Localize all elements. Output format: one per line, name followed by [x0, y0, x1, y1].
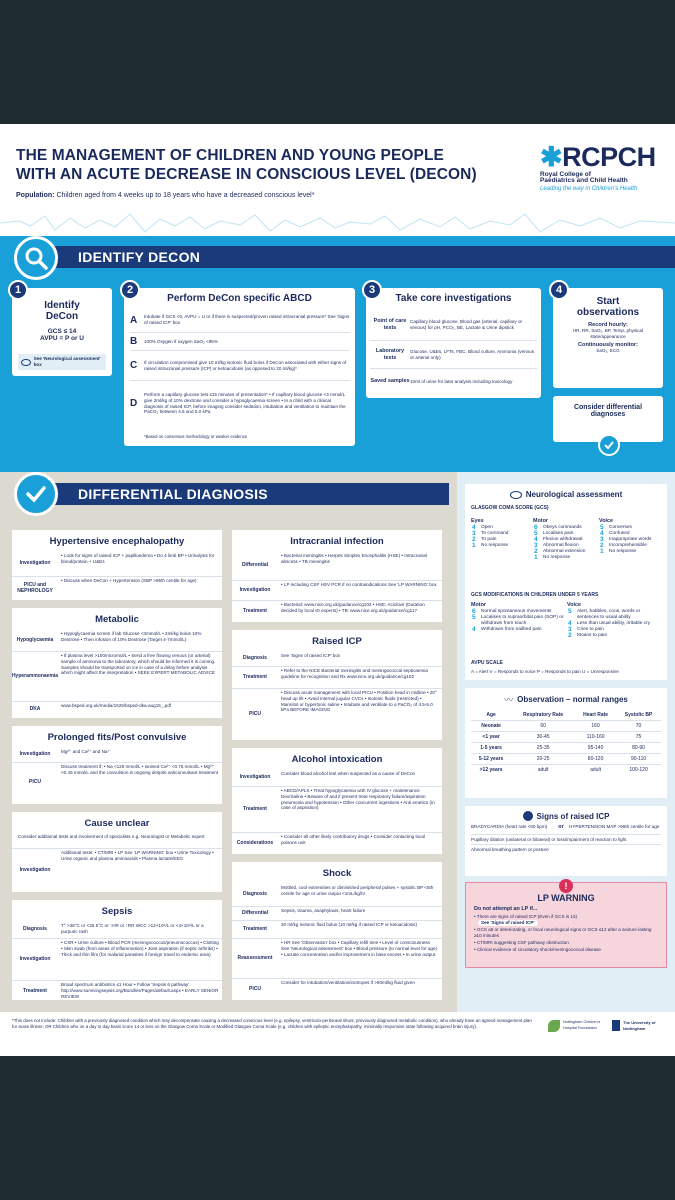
- gcs-grid: [471, 518, 663, 561]
- obs-cell: 90-110: [630, 756, 647, 762]
- step-number-4: 4: [549, 280, 569, 300]
- gcs-row: [471, 543, 509, 549]
- investigation-row: Laboratory tests Glucose, U&Es, LFTs, FBC, Blood culture, Ammonia (venous or arterial only): [370, 340, 537, 368]
- gcs-score: 3: [472, 529, 476, 537]
- gcs-row: [567, 609, 663, 621]
- observation-table: [471, 710, 661, 775]
- gcs-response: Converses: [609, 524, 632, 530]
- gcs-score: 4: [534, 535, 538, 543]
- check-icon: [598, 434, 620, 456]
- gcs-response: Localises pain: [543, 530, 574, 536]
- obs-cell: 70: [635, 723, 642, 729]
- step-number-2: 2: [120, 280, 140, 300]
- obs-cell: >12 years: [479, 767, 503, 773]
- gcs-voice: Voice 5 Converses 4 Confused 3 Inappropriate words 2 Incomprehensible 1 No response: [599, 518, 652, 555]
- obs-cell: 80-120: [587, 756, 604, 762]
- magnifier-icon: [14, 236, 58, 280]
- gcs-score: 2: [600, 541, 604, 549]
- obs-row: [471, 721, 661, 732]
- gcs-response: Less than usual ability, irritable cry: [577, 620, 650, 626]
- hypertensive-card: Hypertensive encephalopathy Investigation • Look for signs of raised ICP + papilloedema • Do 4 limb BP • Urinalysis for blood/protein + U&Es PICU and NEPHROLOGY • Discuss when DeCon + Hypertension (SBP >95th centile for age): [12, 530, 222, 600]
- population: Population: Children aged from 4 weeks up to 18 years who have a decreased conscious level*: [16, 192, 315, 199]
- obs-cell: 30-45: [536, 734, 550, 740]
- obs-cell: 80-90: [632, 745, 645, 751]
- differential-section: [0, 472, 675, 1012]
- gcs-row: [471, 627, 567, 633]
- shock-card: Shock Diagnosis Mottled, cool extremities or diminished peripheral pulses + systolic BP <5th centile for age or urine output <1mL/kg/hr Differential Sepsis, trauma, anaphylaxis, heart failure Treatment 20 ml/kg isotonic fluid bolus (10 ml/kg if raised ICP or ketoacidosis) Reassessment • HR See 'Observation' box • Capillary refill time • Level of consciousness See 'Neurological assessment' box • Blood pressure (to normal level for age) • Lactate concentration and/or improvement in base excess • In urine output PICU Consider for intubation/ventilation/inotropes if >60ml/kg fluid given: [232, 862, 442, 1000]
- gcs-response: Incomprehensible: [609, 542, 647, 548]
- obs-header: Heart Rate: [583, 712, 609, 718]
- obs-cell: 60: [540, 723, 546, 729]
- gcs-score: 6: [472, 607, 476, 615]
- alcohol-card: Alcohol intoxication Investigation Consider blood alcohol test when suspected as a cause of DeCon Treatment • ABCD/APLS • Treat hypoglycaemia with IV glucose + maintenance Dex/Saline • Beware of and if present treat respiratory failure/aspiration pneumonia and hypotension • Other concurrent ingestions • Anti emetics (in case of aspiration) Considerations • Consider all other likely contributory drugs • Consider contacting local poisons unit: [232, 748, 442, 854]
- neuro-assessment-box: Neurological assessment GLASGOW COMA SCORE (GCS) Eyes 4 Open 3 To command 2 To pain 1 No response Motor 6 Obeys commands 5 Localises pain 4 Flexion withdrawal 3 Abnormal flexion 2 Abnormal extension 1 No response Voice 5 Converses 4 Confused 3 Inappropriate words 2 Incomprehensible 1 No response GCS MODIFICATIONS IN CHILDREN UNDER 5 YEARS Motor 6 Normal spontaneous movements 5 Localises to supraorbital pain (SOP) or withdraws from touch 4 Withdraws from nailbed pain Voice 5 Alert, babbles, coos, words or sentences to usual ability 4 Less than usual ability, irritable cry 3 Cries to pain 2 Moans to pain AVPU SCALE A = Alert V = Responds to voice P = Responds to pain U = Unresponsive: [465, 484, 667, 680]
- footer: [0, 1012, 675, 1056]
- abcd-row: C If circulation compromised give 10 ml/kg isotonic fluid bolus if DeCon associated with either signs of raised intracranial pressure (ICP) or ketoacidosis (as opposed to 20 ml/kg)*: [130, 350, 350, 380]
- obs-cell: 25-35: [536, 745, 550, 751]
- consider-differential-card: Consider differential diagnoses: [553, 396, 663, 442]
- poster-header: [0, 124, 675, 236]
- step-number-3: 3: [362, 280, 382, 300]
- step-investigations-card: Take core investigations Point of care tests Capillary blood glucose, Blood gas (arterial, capillary or venous) for pH, PCO₂, BE, Lactate & Urine dipstick Laboratory tests Glucose, U&Es, LFTs, FBC, Blood culture, Ammonia (venous or arterial only) Saved samples 10ml of urine for later analysis including toxicology: [366, 288, 541, 398]
- checkmark-icon: [14, 472, 58, 516]
- gcs-response: Withdraws from nailbed pain: [481, 626, 542, 632]
- obs-cell: Neonate: [481, 723, 501, 729]
- rcpch-logo: ✱RCPCH Royal College of Paediatrics and Child Health Leading the way in Children's Health: [540, 142, 656, 192]
- obs-row: [471, 732, 661, 743]
- gcs-response: Inappropriate words: [609, 536, 652, 542]
- gcs-motor: Motor 6 Obeys commands 5 Localises pain 4 Flexion withdrawal 3 Abnormal flexion 2 Abnormal extension 1 No response: [533, 518, 586, 561]
- identify-section: [0, 236, 675, 472]
- abcd-row: A Intubate if GCS <9, AVPU = U or if there is suspected/proven raised intracranial pressure* See 'Signs of raised ICP' box: [130, 314, 350, 326]
- gcs-score: 4: [600, 529, 604, 537]
- obs-cell: adult: [537, 767, 549, 773]
- gcs-row: [567, 621, 663, 627]
- obs-cell: 1-5 years: [480, 745, 502, 751]
- gcs-response: Abnormal flexion: [543, 542, 579, 548]
- gcs-response: To command: [481, 530, 509, 536]
- gcs-score: 4: [472, 523, 476, 531]
- avpu-scale: A = Alert V = Responds to voice P = Responds to pain U = Unresponsive: [471, 669, 619, 674]
- gcs-response: Flexion withdrawal: [543, 536, 583, 542]
- obs-row: [471, 754, 661, 765]
- gcs-score: 1: [534, 553, 538, 561]
- abcd-footnote: *Based on consensus methodology or weaker evidence: [144, 434, 248, 439]
- gcs-score: 1: [472, 541, 476, 549]
- gcs-score: 3: [568, 625, 572, 633]
- bottom-dark-band: [0, 1056, 675, 1200]
- gcs-response: Alert, babbles, coos, words or sentences to usual ability: [577, 608, 641, 620]
- prolonged-fits-card: Prolonged fits/Post convulsive Investigation Mg²⁺ and Ca²⁺ and Na⁺ PICU Discuss treatment if: • Na <125 mmol/L • Ionised Ca²⁺ <0.75 mmol/L • Mg²⁺ <0.45 mmol/L and the convulsion is ongoing despite anticonvulsant treatment: [12, 726, 222, 804]
- gcs-response: Confused: [609, 530, 630, 536]
- see-icp-pill: See 'Signs of raised ICP': [478, 920, 538, 926]
- gcs-score: 5: [534, 529, 538, 537]
- heartbeat-icon: 〰: [504, 695, 514, 705]
- top-dark-band: [0, 0, 675, 124]
- assessment-column: [457, 472, 675, 1012]
- gcs-row: [599, 549, 652, 555]
- crest-icon: [612, 1020, 620, 1031]
- gcs-score: 5: [472, 613, 476, 621]
- gcs-score: 3: [534, 541, 538, 549]
- gcs-score: 4: [472, 625, 476, 633]
- gcs-response: Normal spontaneous movements: [481, 608, 552, 614]
- intracranial-infection-card: Intracranial infection Differential • Bacterial meningitis • Herpes Simplex Encephalitis (HSE) • Intracranial abscess • TB meningitis Investigation • LP including CSF HSV PCR if no contraindications See 'LP WARNING' box Treatment • Bacterial: www.nice.org.uk/guidance/cg102 • HSE: Aciclovir (Duration decided by local ID experts) • TB: www.nice.org.uk/guidance/cg117: [232, 530, 442, 622]
- gcs-row: [533, 555, 586, 561]
- waveform-decoration: [0, 208, 675, 238]
- gcs-score: 3: [600, 535, 604, 543]
- obs-row: [471, 765, 661, 776]
- see-neuro-box: See 'Neurological assessment' box: [18, 354, 106, 370]
- obs-cell: 5-12 years: [478, 756, 504, 762]
- observation-box: 〰 Observation – normal ranges Age Respiratory Rate Heart Rate Systolic BP Neonate 60 160 70 <1 year 30-45 110-160 75 1-5 years 25-35 95-140 80-90 5-12 years 20-25 80-120 90-110 >12 years adult adult 100-120: [465, 688, 667, 798]
- obs-header: Systolic BP: [624, 712, 653, 718]
- sepsis-card: Sepsis Diagnosis T° >38°C or <35.5°C or ↑HR or ↑RR WCC >12×10⁹/L or <4×10⁹/L or a purpuric rash Investigation • CXR • Urine culture • Blood PCR (meningococcus/pneumococcus) • Clotting • Skin swab (from areas of inflammation) • Joint aspiration (if septic arthritis) • Thick and thin film (for malarial parasites if foreign travel to endemic area) Treatment Broad spectrum antibiotics ≤1 Hour • Follow 'Sepsis 6 pathway' http://www.survivingsepsis.org/Bundles/Pages/default.aspx • EARLY SENIOR REVIEW: [12, 900, 222, 1000]
- abcd-row: D Perform a capillary glucose test ≤15 minutes of presentation* • If capillary blood glucose <3 mmol/L give 2ml/kg of 10% dextrose and consider a hypoglycaemia screen • In a child with a clinical diagnosis of raised ICP, before imaging consider sedation, intubation and ventilation to maintain the PaCO₂ between 4.5 and 5.0 kPa: [130, 380, 350, 426]
- gcs-response: Open: [481, 524, 493, 530]
- gcs-score: 2: [568, 631, 572, 639]
- gcs-response: No response: [481, 542, 509, 548]
- gcs-score: 5: [600, 523, 604, 531]
- obs-cell: 160: [591, 723, 600, 729]
- gcs-response: Abnormal extension: [543, 548, 586, 554]
- obs-cell: adult: [590, 767, 601, 773]
- gcs-response: No response: [609, 548, 637, 554]
- page-title: THE MANAGEMENT OF CHILDREN AND YOUNG PEOPLE WITH AN ACUTE DECREASE IN CONSCIOUS LEVEL (DECON): [16, 147, 477, 183]
- obs-cell: 110-160: [586, 734, 605, 740]
- gcs-response: Obeys commands: [543, 524, 582, 530]
- abcd-rows: [130, 308, 350, 426]
- step-identify-card: Identify DeCon GCS ≤ 14 AVPU = P or U See 'Neurological assessment' box: [12, 288, 112, 376]
- obs-cell: 75: [635, 734, 642, 740]
- obs-header: Respiratory Rate: [523, 712, 564, 718]
- brain-icon: [523, 811, 533, 821]
- gcs-modifications: Motor 6 Normal spontaneous movements 5 Localises to supraorbital pain (SOP) or withdraws from touch 4 Withdraws from nailbed pain Voice 5 Alert, babbles, coos, words or sentences to usual ability 4 Less than usual ability, irritable cry 3 Cries to pain 2 Moans to pain: [471, 602, 663, 639]
- gcs-score: 5: [568, 607, 572, 615]
- obs-row: [471, 743, 661, 754]
- lp-warning-box: ! LP WARNING Do not attempt an LP if... • There are signs of raised ICP (Even if GCS is 15) See 'Signs of raised ICP' • GCS ≤8 or deteriorating, or focal neurological signs or GCS ≤12 after a seizure lasting ≥10 minutes • CT/MRI suggesting CSF pathway obstruction • Clinical evidence of circulatory shock/meningococcal disease: [465, 882, 667, 968]
- differential-heading-bar: DIFFERENTIAL DIAGNOSIS: [44, 483, 449, 505]
- nchf-logo: Nottingham Children's Hospital Foundation: [548, 1020, 601, 1032]
- gcs-score: 4: [568, 619, 572, 627]
- star-icon: ✱: [540, 142, 563, 172]
- gcs-eyes: Eyes 4 Open 3 To command 2 To pain 1 No response: [471, 518, 509, 549]
- nottingham-logo: The University of Nottingham: [612, 1020, 663, 1032]
- gcs-row: [471, 615, 567, 627]
- icp-signs-box: Signs of raised ICP BRADYCARDIA (heart rate <60 bpm) or HYPERTENSION MAP >95th centile for age Pupillary dilation (unilateral or bilateral) or loss/impairment of reaction to light Abnormal breathing pattern or posture: [465, 806, 667, 876]
- step-abcd-card: Perform DeCon specific ABCD A Intubate if GCS <9, AVPU = U or if there is suspected/proven raised intracranial pressure* See 'Signs of raised ICP' box B 100% Oxygen if oxygen SaO₂ <95% C If circulation compromised give 10 ml/kg isotonic fluid bolus if DeCon associated with either signs of raised intracranial pressure (ICP) or ketoacidosis (as opposed to 20 ml/kg)* D Perform a capillary glucose test ≤15 minutes of presentation* • If capillary blood glucose <3 mmol/L give 2ml/kg of 10% dextrose and consider a hypoglycaemia screen • In a child with a clinical diagnosis of raised ICP, before imaging consider sedation, intubation and ventilation to maintain the PaCO₂ between 4.5 and 5.0 kPa *Based on consensus methodology or weaker evidence: [124, 288, 355, 446]
- metabolic-card: Metabolic Hypoglycaemia • Hypoglycaemia screen if lab Glucose <3mmol/L • 2ml/kg bolus 10% Dextrose • Then infusion of 10% Dextrose (Target 4-7mmol/L) Hyperammonaemia • If plasma level >100micromol/L • Send a free flowing venous (or arterial) sample of ammonia to the laboratory, which should be informed it is coming. Samples should be transported on ice in case of a delay before analysis which might affect the interpretation • SEEK EXPERT METABOLIC ADVICE DKA www.bsped.org.uk/media/1629/bsped-dka-aug15_.pdf: [12, 608, 222, 718]
- identify-heading-bar: IDENTIFY DECON: [44, 246, 675, 268]
- obs-cell: 100-120: [629, 767, 648, 773]
- gcs-response: To pain: [481, 536, 497, 542]
- gcs-response: No response: [543, 554, 571, 560]
- gcs-score: 2: [472, 535, 476, 543]
- investigation-row: Saved samples 10ml of urine for later analysis including toxicology: [370, 368, 537, 394]
- gcs-response: Cries to pain: [577, 626, 604, 632]
- eye-icon: [21, 359, 31, 366]
- step-observations-card: Start observations Record hourly: HR, RR, SaO₂, BP, Temp, physical state/appearance Continuously monitor: SaO₂, ECG: [553, 288, 663, 388]
- gcs-response: Localises to supraorbital pain (SOP) or withdraws from touch: [481, 614, 564, 626]
- gcs-row: [567, 633, 663, 639]
- footer-note: *This does not include: Children with a previously diagnosed condition which may decompensate causing a decreased conscious level (e.g. epilepsy, ventriculo-peritoneal shunt, previously diagnosed metabolic condition), who already have an agreed management plan for acute illness; OR Children who on a day to day basis score 14 or less on the Glasgow Coma Scale or Modified Glasgow Coma Scale (e.g. children with epileptic encephalopathy, minimally responsive state following acquired brain injury).: [12, 1018, 532, 1029]
- abcd-row: B 100% Oxygen if oxygen SaO₂ <95%: [130, 332, 350, 350]
- leaf-icon: [548, 1020, 560, 1032]
- gcs-score: 1: [600, 547, 604, 555]
- obs-header: Age: [486, 712, 496, 718]
- gcs-score: 2: [534, 547, 538, 555]
- obs-cell: 20-25: [536, 756, 550, 762]
- gcs-response: Moans to pain: [577, 632, 608, 638]
- obs-cell: 95-140: [587, 745, 604, 751]
- cause-unclear-card: Cause unclear Consider additional tests and involvement of specialists e.g. Neurologist or Metabolic expert Investigation Additional tests: • CT/MRI • LP See 'LP WARNING' box • Urine Toxicology • Urine organic and plasma aminoacids • Plasma lactate/EEG: [12, 812, 222, 892]
- obs-cell: <1 year: [482, 734, 500, 740]
- poster: [0, 124, 675, 1056]
- warning-icon: !: [559, 879, 573, 893]
- investigation-row: Point of care tests Capillary blood glucose, Blood gas (arterial, capillary or venous) for pH, PCO₂, BE, Lactate & Urine dipstick: [373, 318, 523, 331]
- gcs-score: 6: [534, 523, 538, 531]
- raised-icp-card: Raised ICP Diagnosis See 'Signs of raised ICP' box Treatment • Refer to the NICE Bacterial meningitis and meningococcal septicaemia guideline for recognition and Rx www.nice.org.uk/guidance/cg102 PICU • Discuss acute management with local PICU • Position head in midline • 20° head up tilt • Avoid internal jugular CVCs • Isotonic fluids (restricted) • Mannitol or hypertonic saline • Intubate and ventilate to a PaCO₂ of 4.5-5.0 kPa BEFORE IMAGING: [232, 630, 442, 740]
- eye-icon: [510, 491, 522, 499]
- step-number-1: 1: [8, 280, 28, 300]
